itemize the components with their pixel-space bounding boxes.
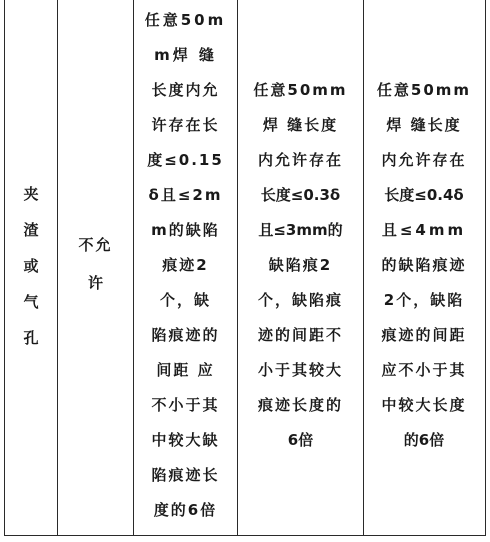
level-2-line: 度≤0.15 xyxy=(147,151,224,169)
level-2-line: 不小于其 xyxy=(151,396,220,414)
level-2-line: 陷痕迹的 xyxy=(151,326,220,344)
level-4-line: 应不小于其 xyxy=(381,361,467,379)
level-4-line: 的缺陷痕迹 xyxy=(381,256,467,274)
defect-name-char: 夹 xyxy=(23,185,39,203)
level-2-line: m焊 缝 xyxy=(154,46,217,64)
level-1-line: 不允 xyxy=(78,236,113,254)
level-2-line: 中较大缺 xyxy=(151,431,220,449)
level-3-line: 6倍 xyxy=(287,431,314,449)
level-3-cell xyxy=(237,0,363,535)
level-2-line: 许存在长 xyxy=(151,116,220,134)
level-4-line: 中较大长度 xyxy=(381,396,467,414)
level-3-line: 焊 缝长度 xyxy=(262,116,339,134)
level-2-line: δ且≤2m xyxy=(148,186,223,204)
level-4-line: 内允许存在 xyxy=(381,151,467,169)
level-3-line: 缺陷痕2 xyxy=(268,256,333,274)
level-2-line: 间距 应 xyxy=(156,361,215,379)
level-3-line: 且≤3mm的 xyxy=(258,221,343,239)
level-2-line: 个，缺 xyxy=(159,291,211,309)
level-4-line: 2个，缺陷 xyxy=(383,291,465,309)
level-4-line: 焊 缝长度 xyxy=(386,116,462,134)
level-4-line: 长度≤0.4δ xyxy=(384,186,464,204)
level-4-cell xyxy=(363,0,484,535)
level-3-line: 内允许存在 xyxy=(257,151,343,169)
level-2-line: 长度内允 xyxy=(151,81,220,99)
level-2-line: 陷痕迹长 xyxy=(151,466,220,484)
level-3-line: 个，缺陷痕 xyxy=(257,291,343,309)
level-3-line: 小于其较大 xyxy=(257,361,343,379)
level-3-line: 任意50mm xyxy=(253,81,348,99)
defect-name-char: 渣 xyxy=(23,221,39,239)
level-2-line: 痕迹2 xyxy=(162,256,209,274)
level-1-line: 许 xyxy=(87,274,103,292)
defect-table xyxy=(4,0,486,536)
level-4-line: 且≤4mm xyxy=(381,221,467,239)
defect-name-char: 或 xyxy=(23,257,39,275)
level-2-line: 任意50m xyxy=(144,11,227,29)
defect-name-char: 气 xyxy=(23,293,39,311)
level-3-line: 痕迹长度的 xyxy=(257,396,343,414)
level-4-line: 任意50mm xyxy=(376,81,472,99)
level-1-cell xyxy=(57,0,133,535)
defect-name-char: 孔 xyxy=(23,329,39,347)
level-2-line: 度的6倍 xyxy=(153,501,218,519)
level-4-line: 的6倍 xyxy=(403,431,445,449)
level-3-line: 迹的间距不 xyxy=(257,326,343,344)
level-3-line: 长度≤0.3δ xyxy=(260,186,341,204)
level-2-cell xyxy=(133,0,237,535)
level-2-line: m的缺陷 xyxy=(151,221,220,239)
level-4-line: 痕迹的间距 xyxy=(381,326,467,344)
defect-name-cell xyxy=(5,0,57,535)
